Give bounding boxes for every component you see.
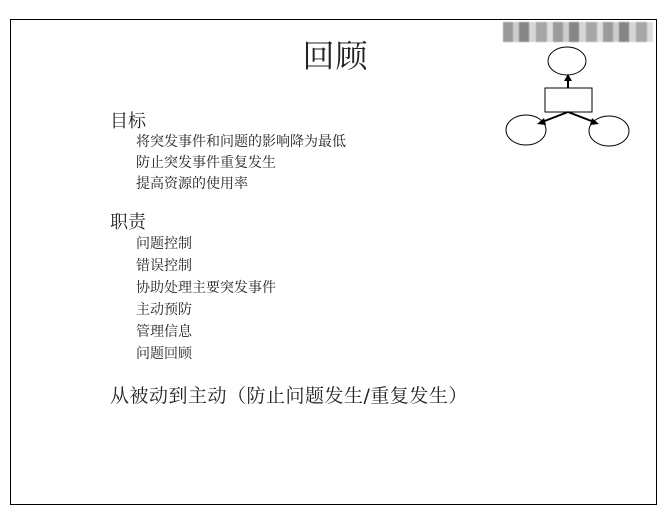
goals-heading: 目标 xyxy=(110,111,146,132)
goal-item: 防止突发事件重复发生 xyxy=(136,155,276,171)
duty-item: 主动预防 xyxy=(136,302,192,318)
goal-item: 提高资源的使用率 xyxy=(136,176,248,192)
duty-item: 错误控制 xyxy=(136,258,192,274)
duty-item: 问题控制 xyxy=(136,236,192,252)
duties-heading: 职责 xyxy=(110,212,146,233)
summary-line: 从被动到主动（防止问题发生/重复发生） xyxy=(110,385,468,407)
goals-section xyxy=(110,112,346,195)
duty-item: 问题回顾 xyxy=(136,346,192,362)
duties-section xyxy=(110,213,276,365)
slide-title: 回顾 xyxy=(302,37,369,75)
goal-item: 将突发事件和问题的影响降为最低 xyxy=(136,134,346,150)
duty-item: 协助处理主要突发事件 xyxy=(136,280,276,296)
duty-item: 管理信息 xyxy=(136,324,192,340)
